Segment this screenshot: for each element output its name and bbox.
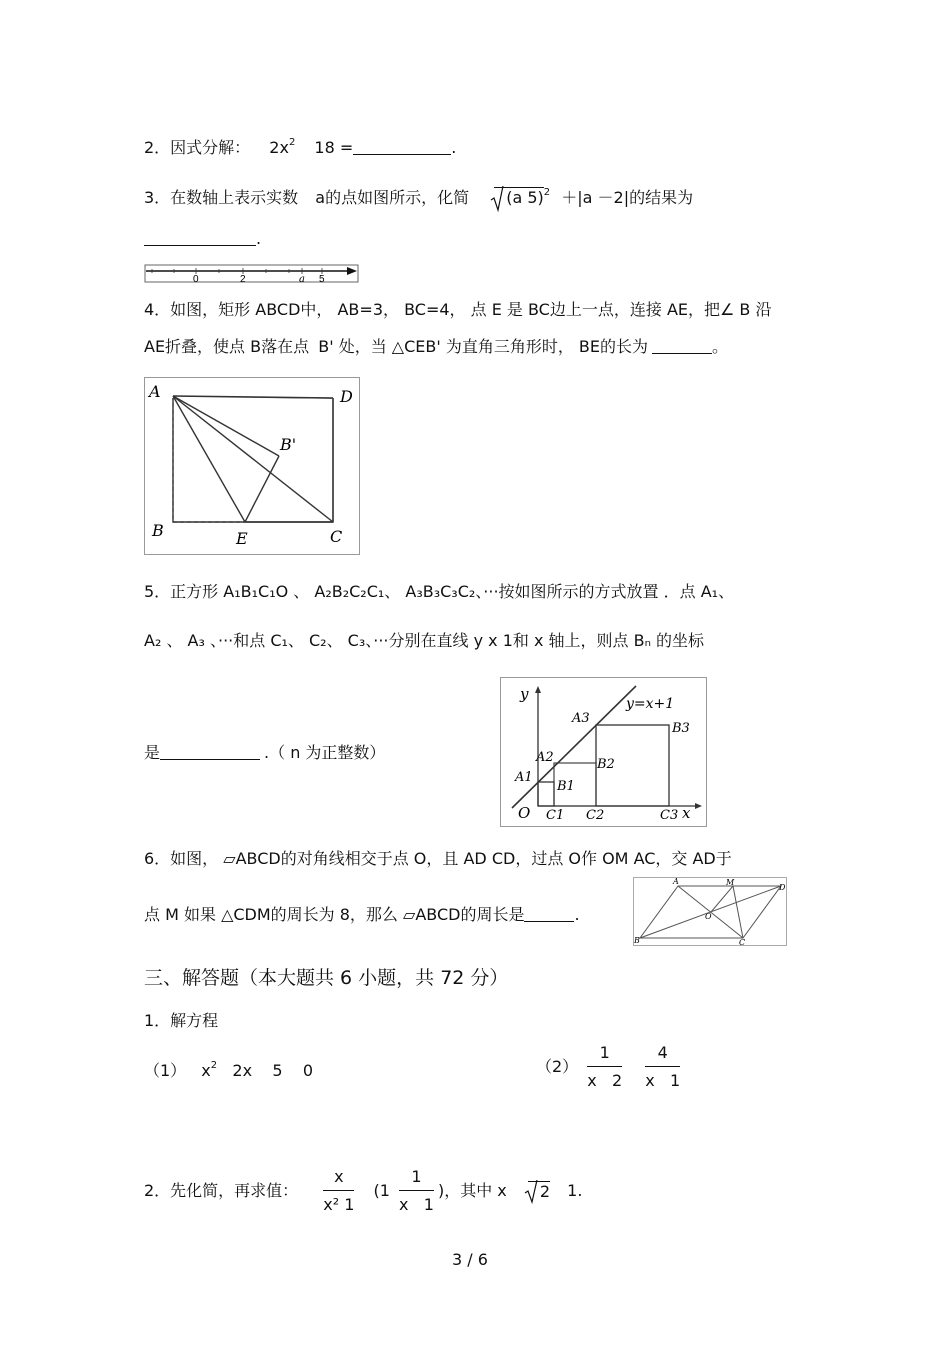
label-line: y=x+1	[626, 696, 675, 712]
q3-tail: 的结果为	[629, 188, 694, 207]
q3-radicand: (a 5)	[506, 188, 544, 207]
q3-line	[144, 183, 693, 208]
s2-title: 2．先化简，再求值：	[144, 1181, 299, 1200]
s2-frac2	[399, 1167, 434, 1215]
q3-answer-blank[interactable]	[144, 230, 256, 246]
label-o: O	[705, 912, 712, 921]
q5-line3	[144, 743, 385, 763]
s1-part1	[144, 1056, 313, 1081]
label-o: O	[518, 804, 531, 822]
q6-line2a: 点 M 如果 △CDM的周长为 8，那么 ▱ABCD的周长是	[144, 905, 525, 924]
q3-sqrt	[494, 187, 544, 208]
q5-answer-blank[interactable]	[160, 744, 260, 760]
label-a: A	[673, 877, 679, 886]
s1-p2-frac1	[587, 1043, 622, 1091]
s2-sqrt-value: 2	[539, 1181, 551, 1201]
tick-0: 0	[193, 274, 199, 284]
number-line-arrow-icon	[347, 267, 357, 275]
label-b: B	[634, 936, 640, 945]
label-a1: A1	[515, 770, 533, 785]
q5-line3a: 是	[144, 743, 161, 762]
s1-p1-sup: 2	[210, 1060, 218, 1071]
q3-text: 3．在数轴上表示实数	[144, 188, 299, 207]
label-a: A	[149, 382, 161, 401]
label-c2: C2	[586, 808, 605, 823]
label-b: B	[152, 521, 164, 540]
label-d: D	[779, 883, 786, 892]
tick-2: 2	[240, 274, 246, 284]
s2-tail-b: 1.	[567, 1181, 583, 1200]
s1-p1-label: （1）	[144, 1061, 187, 1080]
section-3-title: 三、解答题（本大题共 6 小题，共 72 分）	[144, 967, 509, 989]
s2-mid: (1	[373, 1181, 390, 1200]
segment-mc	[733, 886, 743, 938]
page-number: 3 / 6	[452, 1250, 488, 1269]
tick-5: 5	[319, 274, 325, 284]
label-b-prime: B'	[280, 435, 297, 454]
label-c: C	[739, 938, 746, 947]
q3-text2: 的点如图所示，化简	[325, 188, 470, 207]
s2-line	[144, 1167, 582, 1215]
q3-blank-tail: .	[256, 229, 262, 248]
q2-expr-a: 2x	[269, 138, 289, 157]
label-m: M	[726, 878, 735, 887]
frac1-den: x 2	[587, 1071, 623, 1090]
q6-answer-blank[interactable]	[524, 906, 574, 922]
q3-var: a	[315, 188, 326, 207]
s2-frac2-den: x 1	[399, 1195, 434, 1214]
label-a2: A2	[536, 750, 554, 765]
s1-part2	[536, 1043, 684, 1091]
frac1-num: 1	[587, 1043, 622, 1067]
q4-figure-frame	[145, 378, 360, 555]
label-x: x	[682, 804, 691, 822]
q4-line2	[144, 337, 728, 357]
label-d: D	[340, 387, 353, 406]
q6-line1: 6．如图， ▱ABCD的对角线相交于点 O，且 AD CD，过点 O作 OM AC，交 AD于	[144, 849, 732, 868]
label-b2: B2	[597, 757, 615, 772]
s1-p2-label: （2）	[536, 1057, 579, 1076]
q4-line2b: B'	[318, 337, 334, 356]
s1-title: 1．解方程	[144, 1011, 219, 1030]
q2-tail: .	[451, 138, 457, 157]
q2-expr-b: 18 =	[314, 138, 354, 157]
q3-radicand-sup: 2	[543, 187, 551, 198]
q2-text: 2．因式分解：	[144, 138, 251, 157]
label-e: E	[236, 529, 248, 548]
s1-p2-frac2	[645, 1043, 680, 1091]
number-line-figure	[144, 264, 360, 284]
q6-line2	[144, 905, 580, 925]
q4-line2c: 处，当 △CEB' 为直角三角形时， BE的长为	[338, 337, 648, 356]
label-b1: B1	[557, 779, 575, 794]
q2-line	[144, 133, 456, 158]
q2-answer-blank[interactable]	[353, 139, 451, 155]
s2-tail-a: )，其中 x	[437, 1181, 507, 1200]
s1-p1-a: x	[201, 1061, 211, 1080]
q6-line2b: .	[574, 905, 580, 924]
q5-line3b: .（ n 为正整数）	[264, 743, 386, 762]
square-1	[538, 782, 554, 806]
label-c: C	[330, 527, 343, 546]
segment-ab-prime	[173, 396, 279, 456]
q5-squares-figure	[500, 677, 708, 827]
s2-frac1-den: x² 1	[323, 1195, 355, 1214]
s2-frac1-num: x	[323, 1167, 354, 1191]
q4-answer-blank[interactable]	[652, 338, 712, 354]
q5-line2: A₂ 、 A₃ 、···和点 C₁、 C₂、 C₃、···分别在直线 y x 1和 x 轴上，则点 Bₙ 的坐标	[144, 631, 705, 650]
tick-a: a	[299, 274, 305, 284]
q6-parallelogram-figure	[633, 877, 789, 947]
s2-sqrt	[528, 1181, 550, 1202]
q3-abs: ＋|a －2|	[561, 188, 630, 207]
q4-rectangle-figure	[144, 377, 360, 555]
q3-blank-line	[144, 229, 261, 249]
q4-line1: 4．如图，矩形 ABCD中， AB=3， BC=4， 点 E 是 BC边上一点，连接 AE，把∠ B 沿	[144, 300, 772, 319]
segment-ac	[173, 396, 333, 522]
q4-line2d: 。	[712, 337, 729, 356]
s2-sqrt-sign-icon	[524, 1180, 538, 1204]
q4-line2a: AE折叠，使点 B落在点	[144, 337, 310, 356]
s2-frac2-num: 1	[399, 1167, 434, 1191]
frac2-num: 4	[645, 1043, 680, 1067]
q5-figure-frame	[501, 678, 707, 827]
s2-frac1	[323, 1167, 354, 1215]
s1-p1-b: 2x 5 0	[217, 1061, 314, 1080]
segment-ae	[173, 396, 245, 522]
sqrt-sign-icon	[490, 186, 504, 212]
y-axis-arrow-icon	[535, 686, 541, 693]
q5-line1: 5．正方形 A₁B₁C₁O 、 A₂B₂C₂C₁、 A₃B₃C₃C₂、···按如图所示的方式放置 ．点 A₁、	[144, 582, 735, 601]
q2-expr-sup: 2	[288, 137, 296, 148]
label-c1: C1	[546, 808, 565, 823]
number-line-frame	[145, 265, 358, 282]
label-b3: B3	[672, 721, 690, 736]
x-axis-arrow-icon	[695, 803, 702, 809]
label-c3: C3	[660, 808, 679, 823]
label-a3: A3	[572, 711, 590, 726]
frac2-den: x 1	[645, 1071, 681, 1090]
label-y: y	[520, 685, 529, 703]
